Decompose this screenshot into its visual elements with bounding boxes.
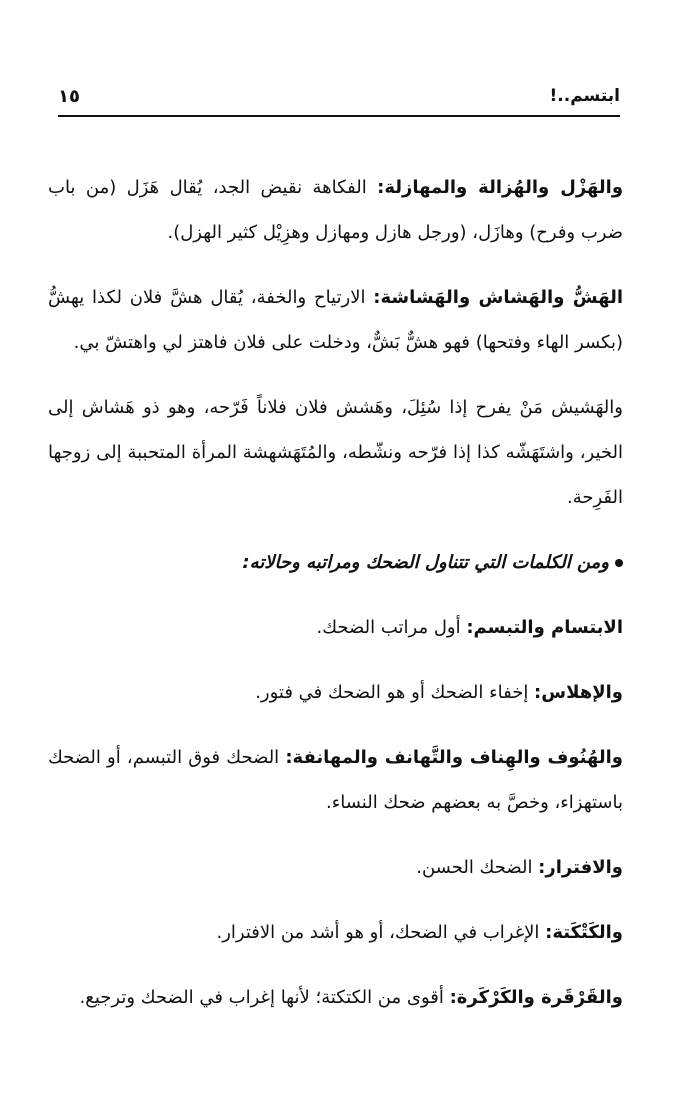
definition-text: الإغراب في الضحك، أو هو أشد من الافترار. [216,922,546,943]
definition-term: والافترار: [538,857,623,878]
definition-item [48,975,623,1020]
definition-item [48,735,623,825]
definition-term: والكَتْكَتة: [545,922,623,943]
header-divider [58,115,620,117]
definition-text: أقوى من الكتكتة؛ لأنها إغراب في الضحك وترجيع. [79,987,450,1008]
definition-term: والإهلاس: [534,682,623,703]
definition-text: الضحك فوق التبسم، أو الضحك باستهزاء، وخصَّ به بعضهم ضحك النساء. [48,747,623,813]
paragraph-hazl [48,165,623,255]
definition-item [48,845,623,890]
paragraph-text: والهَشيش مَنْ يفرح إذا سُئِلَ، وهَشش فلان فلاناً فَرّحه، وهو ذو هَشاش إلى الخير، واشتَهَشّه كذا إذا فرّحه ونشّطه، والمُتَهَشهشة المرأة المتحببة إلى زوجها الفَرِحة. [48,397,623,508]
paragraph-text: الفكاهة نقيض الجد، يُقال هَزَل (من باب ضرب وفرح) وهازَل، (ورجل هازل ومهازل وهزِيْل كثير الهزل). [48,177,623,243]
paragraph-term: الهَشُّ والهَشاش والهَشاشة: [373,287,624,308]
paragraph-text: الارتياح والخفة، يُقال هشَّ فلان لكذا يهشُّ (بكسر الهاء وفتحها) فهو هشٌّ بَشٌّ، ودخلت على فلان فاهتز لي واهتشّ بي. [48,287,623,353]
definition-item [48,910,623,955]
definition-text: إخفاء الضحك أو هو الضحك في فتور. [255,682,535,703]
definition-term: الابتسام والتبسم: [466,617,623,638]
bullet-icon [615,559,623,567]
paragraph-hasheesh [48,385,623,520]
section-heading-text: ومن الكلمات التي تتناول الضحك ومراتبه وحالاته: [242,552,609,573]
page-number: ١٥ [58,86,80,107]
definition-item [48,605,623,650]
definition-text: الضحك الحسن. [416,857,539,878]
definition-item [48,670,623,715]
section-heading [48,540,623,585]
definition-text: أول مراتب الضحك. [316,617,467,638]
running-title: ابتسم..! [549,86,620,106]
page-body [48,165,623,1040]
definition-term: والهُنُوف والهِناف والتَّهانف والمهانفة: [285,747,623,768]
paragraph-hashsh [48,275,623,365]
page-header [58,84,620,114]
definition-term: والقَرْقَرة والكَرْكَرة: [449,987,623,1008]
paragraph-term: والهَزْل والهُزالة والمهازلة: [377,177,624,198]
